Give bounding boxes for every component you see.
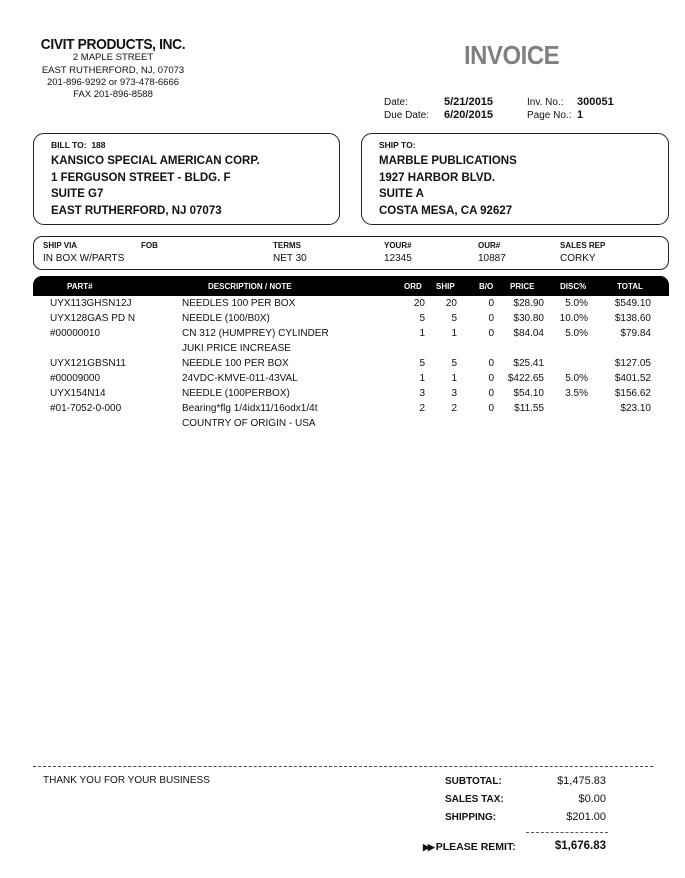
- total-divider: [526, 832, 608, 833]
- cell-desc: COUNTRY OF ORIGIN - USA: [182, 418, 316, 429]
- cell-bo: 0: [488, 373, 494, 384]
- cell-ship: 2: [451, 403, 457, 414]
- bill-to-line: SUITE G7: [51, 188, 104, 200]
- page-number-label: Page No.:: [527, 110, 572, 121]
- subtotal-label: SUBTOTAL:: [445, 776, 502, 787]
- table-row: [0, 298, 685, 313]
- cell-bo: 0: [488, 313, 494, 324]
- your-number-header: YOUR#: [384, 241, 412, 250]
- description-column-header: DESCRIPTION / NOTE: [208, 282, 292, 291]
- part-column-header: PART#: [67, 282, 93, 291]
- bill-to-number: 188: [91, 140, 106, 150]
- cell-part: UYX121GBSN11: [50, 358, 126, 369]
- ship-column-header: SHIP: [436, 282, 455, 291]
- cell-disc: 3.5%: [565, 388, 588, 399]
- invoice-title: INVOICE: [464, 40, 560, 70]
- sales-rep-header: SALES REP: [560, 241, 606, 250]
- due-date-label: Due Date:: [384, 110, 430, 121]
- cell-total: $156.62: [614, 388, 651, 399]
- cell-desc: CN 312 (HUMPREY) CYLINDER: [182, 328, 329, 339]
- cell-price: $11.55: [514, 403, 544, 414]
- cell-disc: 5.0%: [565, 298, 588, 309]
- table-row: [0, 373, 685, 388]
- cell-part: UYX113GHSN12J: [50, 298, 132, 309]
- price-column-header: PRICE: [510, 282, 535, 291]
- company-phone: 201-896-9292 or 973-478-6666: [46, 77, 180, 88]
- cell-part: UYX128GAS PD N: [50, 313, 136, 324]
- due-date-value: 6/20/2015: [444, 109, 493, 121]
- cell-part: #00000010: [50, 328, 101, 339]
- company-fax: FAX 201-896-8588: [73, 89, 153, 100]
- cell-ord: 5: [419, 358, 425, 369]
- company-name: CIVIT PRODUCTS, INC.: [40, 36, 186, 53]
- cell-ship: 5: [451, 313, 457, 324]
- cell-ship: 5: [451, 358, 457, 369]
- shipping-value: $201.00: [566, 811, 606, 823]
- sales-tax-value: $0.00: [578, 793, 606, 805]
- table-row: [0, 418, 685, 433]
- cell-total: $79.84: [620, 328, 651, 339]
- cell-bo: 0: [488, 403, 494, 414]
- cell-ord: 20: [413, 298, 425, 309]
- table-row: [0, 358, 685, 373]
- ship-via-header: SHIP VIA: [43, 241, 78, 250]
- our-number-value: 10887: [478, 253, 506, 264]
- cell-ship: 3: [451, 388, 457, 399]
- thank-you-note: THANK YOU FOR YOUR BUSINESS: [43, 775, 210, 786]
- cell-ord: 2: [419, 403, 425, 414]
- please-remit-label-text: PLEASE REMIT:: [435, 841, 516, 853]
- disc-column-header: DISC%: [560, 282, 587, 291]
- cell-ord: 5: [419, 313, 425, 324]
- ship-to-line: 1927 HARBOR BLVD.: [379, 171, 496, 184]
- total-column-header: TOTAL: [617, 282, 643, 291]
- bill-to-label: [51, 140, 106, 150]
- cell-bo: 0: [488, 388, 494, 399]
- bill-to-label-text: BILL TO:: [51, 140, 87, 150]
- cell-desc: NEEDLE (100/B0X): [182, 313, 270, 324]
- table-row: [0, 328, 685, 343]
- table-row: [0, 313, 685, 328]
- cell-bo: 0: [488, 328, 494, 339]
- table-row: [0, 343, 685, 358]
- please-remit-label: [423, 841, 516, 853]
- cell-price: $30.80: [513, 313, 544, 324]
- cell-bo: 0: [488, 358, 494, 369]
- cell-price: $25.41: [513, 358, 544, 369]
- cell-desc: NEEDLE (100PERBOX): [182, 388, 290, 399]
- ord-column-header: ORD: [404, 282, 422, 291]
- bill-to-line: 1 FERGUSON STREET - BLDG. F: [51, 171, 231, 184]
- cell-part: UYX154N14: [50, 388, 106, 399]
- cell-disc: 5.0%: [565, 328, 588, 339]
- cell-price: $28.90: [513, 298, 544, 309]
- cell-total: $401.52: [614, 373, 651, 384]
- cell-ship: 1: [451, 373, 457, 384]
- ship-to-line: SUITE A: [379, 188, 424, 200]
- cell-price: $422.65: [507, 373, 544, 384]
- table-row: [0, 388, 685, 403]
- footer-divider: [33, 766, 653, 767]
- cell-desc: 24VDC-KMVE-011-43VAL: [182, 373, 298, 384]
- fob-header: FOB: [141, 241, 158, 250]
- our-number-header: OUR#: [478, 241, 501, 250]
- bill-to-line: KANSICO SPECIAL AMERICAN CORP.: [51, 155, 260, 167]
- cell-ord: 1: [419, 328, 425, 339]
- company-street: 2 MAPLE STREET: [72, 52, 154, 63]
- bill-to-address: [51, 153, 260, 219]
- cell-price: $54.10: [513, 388, 544, 399]
- cell-desc: Bearing*flg 1/4idx11/16odx1/4t: [182, 403, 318, 414]
- terms-header: TERMS: [273, 241, 301, 250]
- company-city: EAST RUTHERFORD, NJ, 07073: [41, 65, 185, 76]
- terms-value: NET 30: [273, 253, 307, 264]
- cell-part: #00009000: [50, 373, 101, 384]
- cell-ord: 1: [419, 373, 425, 384]
- date-label: Date:: [384, 97, 408, 108]
- cell-bo: 0: [488, 298, 494, 309]
- bill-to-line: EAST RUTHERFORD, NJ 07073: [51, 204, 222, 217]
- cell-total: $549.10: [614, 298, 651, 309]
- ship-to-line: COSTA MESA, CA 92627: [379, 204, 513, 217]
- cell-total: $138.60: [614, 313, 651, 324]
- cell-price: $84.04: [513, 328, 544, 339]
- cell-desc: NEEDLE 100 PER BOX: [182, 358, 289, 369]
- please-remit-value: $1,676.83: [554, 840, 606, 852]
- cell-desc: NEEDLES 100 PER BOX: [182, 298, 296, 309]
- cell-ship: 20: [445, 298, 457, 309]
- remit-arrow-icon: ▶▶: [423, 842, 433, 852]
- cell-part: #01-7052-0-000: [50, 403, 122, 414]
- sales-rep-value: CORKY: [560, 253, 596, 264]
- invoice-number-value: 300051: [577, 96, 614, 108]
- ship-to-address: [379, 153, 517, 219]
- cell-total: $23.10: [620, 403, 651, 414]
- cell-desc: JUKI PRICE INCREASE: [182, 343, 291, 354]
- date-value: 5/21/2015: [444, 96, 493, 108]
- ship-to-label: SHIP TO:: [379, 140, 416, 150]
- shipping-label: SHIPPING:: [445, 812, 497, 823]
- ship-via-value: IN BOX W/PARTS: [43, 253, 125, 264]
- table-row: [0, 403, 685, 418]
- cell-ord: 3: [419, 388, 425, 399]
- cell-disc: 5.0%: [565, 373, 588, 384]
- cell-disc: 10.0%: [559, 313, 588, 324]
- table-header: [33, 276, 669, 296]
- ship-to-line: MARBLE PUBLICATIONS: [379, 155, 517, 167]
- page-number-value: 1: [577, 109, 584, 121]
- your-number-value: 12345: [384, 253, 412, 264]
- cell-total: $127.05: [614, 358, 651, 369]
- invoice-number-label: Inv. No.:: [527, 97, 564, 108]
- bo-column-header: B/O: [479, 282, 494, 291]
- subtotal-value: $1,475.83: [557, 775, 606, 787]
- cell-ship: 1: [451, 328, 457, 339]
- sales-tax-label: SALES TAX:: [445, 794, 504, 805]
